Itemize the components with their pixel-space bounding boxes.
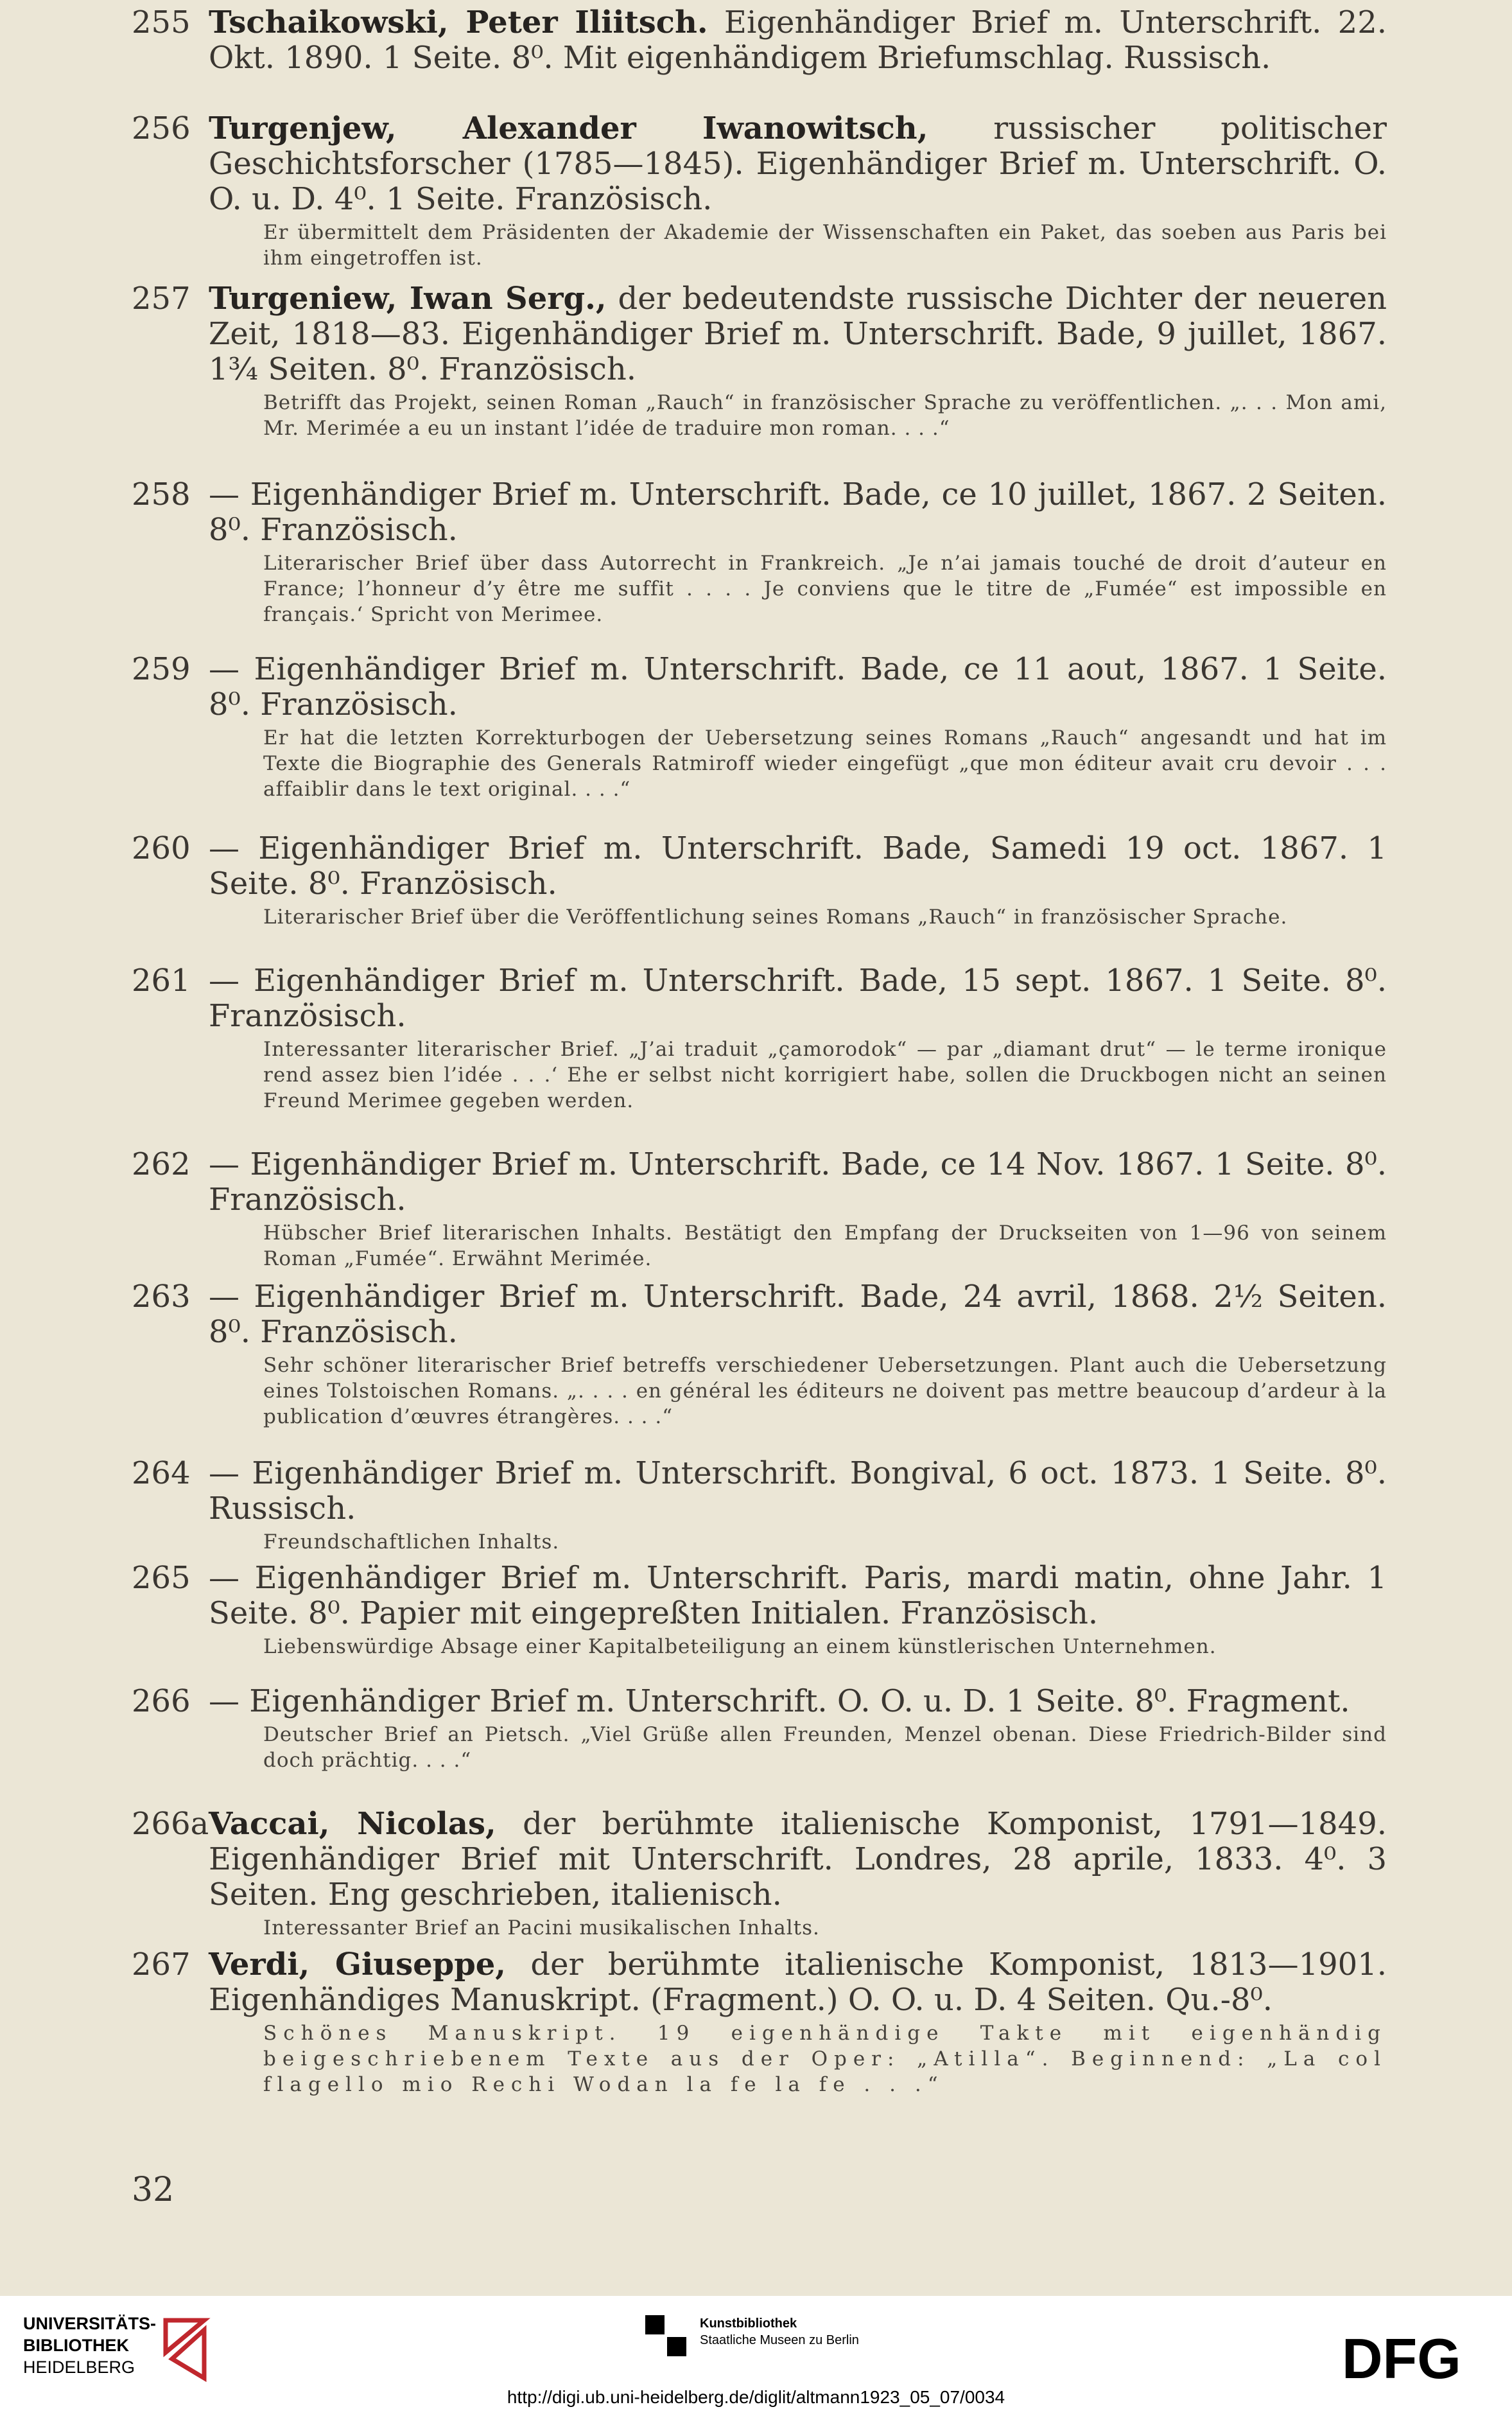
entry-note: Liebenswürdige Absage einer Kapitalbeteiligung an einem künstlerischen Unternehmen. (263, 1635, 1217, 1658)
entry-266 (132, 1684, 1387, 1773)
dfg-logo (1342, 2328, 1490, 2386)
entry-number: 267 (132, 1947, 191, 1983)
entry-note: Literarischer Brief über dass Autorrecht in Frankreich. „Je n’ai jamais touché de droit d’auteur en France; l’honneur d’y être me suffit . . . . Je conviens que le titre de „Fumée“ est impossible en français.‘ Spricht von Merimee. (263, 552, 1387, 626)
entry-name: Vaccai, Nicolas, (209, 1806, 496, 1842)
dfg-text: DFG (1342, 2328, 1461, 2386)
entry-number: 260 (132, 830, 191, 866)
entry-note: Deutscher Brief an Pietsch. „Viel Grüße allen Freunden, Menzel obenan. Diese Friedrich-Bilder sind doch prächtig. . . .“ (263, 1723, 1387, 1772)
entry-256 (132, 111, 1387, 271)
entry-text (209, 111, 1387, 217)
entry-number: 264 (132, 1455, 191, 1491)
library-name (23, 2313, 156, 2378)
entry-name: Verdi, Giuseppe, (209, 1947, 507, 1983)
entry-number: 266 (132, 1683, 191, 1719)
entry-note: Sehr schöner literarischer Brief betreffs verschiedener Uebersetzungen. Plant auch die Uebersetzung eines Tolstoischen Romans. „. . . . en général les éditeurs ne doivent pas mettre beaucoup d’ardeur à la publication d’œuvres étrangères. . . .“ (263, 1354, 1387, 1428)
entry-262 (132, 1147, 1387, 1272)
entry-note: Hübscher Brief literarischen Inhalts. Bestätigt den Empfang der Druckseiten von 1—96 von seinem Roman „Fumée“. Erwähnt Merimée. (263, 1221, 1387, 1270)
entry-number: 257 (132, 281, 191, 317)
entry-261 (132, 963, 1387, 1114)
entry-description: der berühmte italienische Komponist, 1791—1849. Eigenhändiger Brief mit Unterschrift. Londres, 28 aprile, 1833. 4⁰. 3 Seiten. Eng geschrieben, italienisch. (209, 1806, 1387, 1913)
entry-number: 266a (132, 1806, 209, 1842)
library-line-3: HEIDELBERG (23, 2358, 135, 2377)
entry-note: Interessanter literarischer Brief. „J’ai traduit „çamorodok“ — par „diamant drut“ — le terme ironique rend assez bien l’idée . . .‘ Ehe er selbst nicht korrigiert habe, sollen die Druckbogen nicht an seinen Freund Merimee gegeben werden. (263, 1038, 1387, 1112)
entry-note: Er hat die letzten Korrekturbogen der Uebersetzung seines Romans „Rauch“ angesandt und hat im Texte die Biographie des Generals Ratmiroff wieder eingefügt „que mon éditeur avait cru devoir . . . affaiblir dans le text original. . . .“ (263, 726, 1387, 801)
entry-text (209, 1807, 1387, 1913)
entry-name: Turgenjew, Alexander Iwanowitsch, (209, 110, 928, 146)
entry-263 (132, 1279, 1387, 1430)
entry-text (209, 1947, 1387, 2018)
entry-number: 262 (132, 1146, 191, 1182)
library-line-1: UNIVERSITÄTS- (23, 2314, 157, 2333)
entry-264 (132, 1456, 1387, 1555)
entry-text: — Eigenhändiger Brief m. Unterschrift. Bongival, 6 oct. 1873. 1 Seite. 8⁰. Russisch. (209, 1455, 1387, 1527)
source-url[interactable]: http://digi.ub.uni-heidelberg.de/diglit/altmann1923_05_07/0034 (507, 2387, 1005, 2407)
entry-number: 256 (132, 110, 191, 146)
entry-265 (132, 1561, 1387, 1659)
kunstbibliothek-label (700, 2315, 859, 2349)
entry-number: 258 (132, 477, 191, 512)
entry-255 (132, 5, 1387, 76)
entry-number: 265 (132, 1560, 191, 1596)
entry-note: Freundschaftlichen Inhalts. (263, 1530, 560, 1554)
entry-text: — Eigenhändiger Brief m. Unterschrift. Bade, ce 10 juillet, 1867. 2 Seiten. 8⁰. Französisch. (209, 477, 1387, 548)
kb-line-2: Staatliche Museen zu Berlin (700, 2333, 859, 2347)
entry-number: 255 (132, 4, 191, 40)
library-line-2: BIBLIOTHEK (23, 2336, 129, 2355)
entry-number: 263 (132, 1279, 191, 1315)
kunstbibliothek-logo-icon (645, 2315, 690, 2360)
entry-number: 261 (132, 963, 191, 999)
footer (0, 2296, 1512, 2416)
entry-text: — Eigenhändiger Brief m. Unterschrift. Bade, ce 14 Nov. 1867. 1 Seite. 8⁰. Französisch. (209, 1146, 1387, 1218)
entry-text: — Eigenhändiger Brief m. Unterschrift. Bade, Samedi 19 oct. 1867. 1 Seite. 8⁰. Französisch. (209, 830, 1387, 902)
entry-258 (132, 477, 1387, 627)
entry-name: Turgeniew, Iwan Serg., (209, 281, 607, 317)
page-number: 32 (132, 2171, 175, 2209)
heidelberg-logo-icon (159, 2314, 211, 2385)
kb-line-1: Kunstbibliothek (700, 2316, 797, 2331)
entry-description: russischer politischer Geschichtsforscher (1785—1845). Eigenhändiger Brief m. Unterschrift. O. O. u. D. 4⁰. 1 Seite. Französisch. (209, 110, 1387, 217)
entry-266a (132, 1807, 1387, 1941)
entry-description: der berühmte italienische Komponist, 1813—1901. Eigenhändiges Manuskript. (Fragment.) O. O. u. D. 4 Seiten. Qu.-8⁰. (209, 1947, 1387, 2018)
entry-text: — Eigenhändiger Brief m. Unterschrift. Bade, 15 sept. 1867. 1 Seite. 8⁰. Französisch. (209, 963, 1387, 1034)
entry-note: Literarischer Brief über die Veröffentlichung seines Romans „Rauch“ in französischer Sprache. (263, 906, 1288, 929)
entry-note: Schönes Manuskript. 19 eigenhändige Takte mit eigenhändig beigeschriebenem Texte aus der Oper: „Atilla“. Beginnend: „La col flagello mio Rechi Wodan la fe la fe . . .“ (263, 2022, 1387, 2096)
entry-text (209, 281, 1387, 387)
entry-description: Eigenhändiger Brief m. Unterschrift. 22. Okt. 1890. 1 Seite. 8⁰. Mit eigenhändigem Briefumschlag. Russisch. (209, 4, 1387, 76)
entry-text: — Eigenhändiger Brief m. Unterschrift. O. O. u. D. 1 Seite. 8⁰. Fragment. (209, 1683, 1350, 1719)
entry-text (209, 5, 1387, 76)
entry-number: 259 (132, 651, 191, 687)
entry-name: Tschaikowski, Peter Iliitsch. (209, 4, 708, 40)
entry-note: Er übermittelt dem Präsidenten der Akademie der Wissenschaften ein Paket, das soeben aus Paris bei ihm eingetroffen ist. (263, 221, 1387, 270)
entry-text: — Eigenhändiger Brief m. Unterschrift. Paris, mardi matin, ohne Jahr. 1 Seite. 8⁰. Papier mit eingepreßten Initialen. Französisch. (209, 1560, 1387, 1631)
entry-259 (132, 652, 1387, 802)
entry-note: Betrifft das Projekt, seinen Roman „Rauch“ in französischer Sprache zu veröffentlichen. „. . . Mon ami, Mr. Merimée a eu un instant l’idée de traduire mon roman. . . .“ (263, 391, 1387, 440)
entry-text: — Eigenhändiger Brief m. Unterschrift. Bade, 24 avril, 1868. 2½ Seiten. 8⁰. Französisch. (209, 1279, 1387, 1350)
entry-257 (132, 281, 1387, 441)
entry-267 (132, 1947, 1387, 2097)
entry-260 (132, 831, 1387, 930)
entry-note: Interessanter Brief an Pacini musikalischen Inhalts. (263, 1916, 820, 1939)
entry-text: — Eigenhändiger Brief m. Unterschrift. Bade, ce 11 aout, 1867. 1 Seite. 8⁰. Französisch. (209, 651, 1387, 722)
entry-description: der bedeutendste russische Dichter der neueren Zeit, 1818—83. Eigenhändiger Brief m. Unterschrift. Bade, 9 juillet, 1867. 1¾ Seiten. 8⁰. Französisch. (209, 281, 1387, 387)
